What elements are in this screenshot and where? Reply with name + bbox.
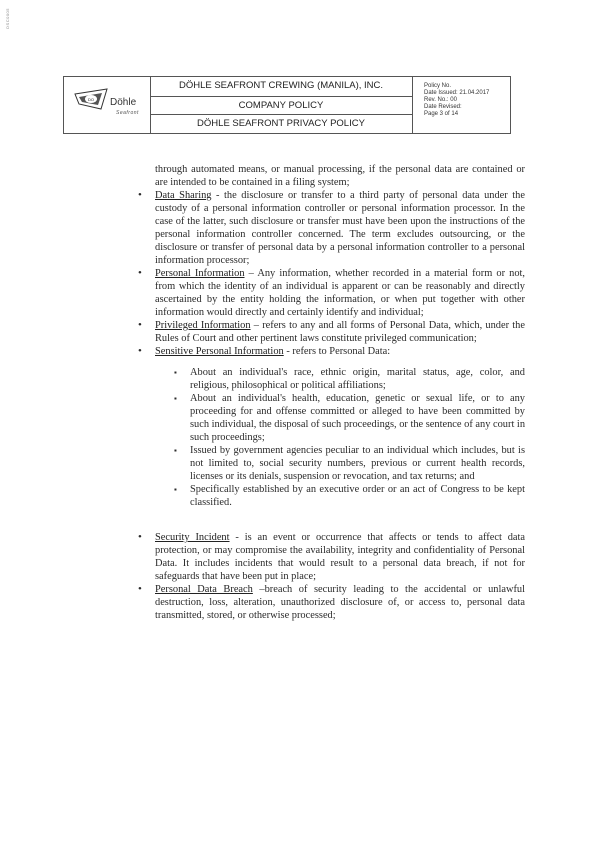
definition-term: Sensitive Personal Information [155,346,284,357]
definition-term: Personal Information [155,268,245,279]
sensitive-info-item: ▪ About an individual's race, ethnic origin, marital status, age, color, and religious, philosophical or political affiliations; [190,366,525,392]
definition-text: - the disclosure or transfer to a third party of personal data under the custody of a personal information controller or personal information processor. In the case of the latter, such disclosure or transfer must have been upon the instructions of the personal information controller concerned. The term excludes outsourcing, or the disclosure or transfer of personal data by a personal information controller to a personal information processor; [155,190,525,266]
company-logo-icon [74,88,108,110]
date-revised: Date Revised: [424,104,462,110]
definition-text: – refers to any and all forms of Personal Data, which, under the Rules of Court and other pertinent laws constitute privileged communication; [155,320,525,344]
definition-term: Personal Data Breach [155,584,253,595]
sensitive-info-item: ▪ Specifically established by an executive order or an act of Congress to be kept classified. [190,483,525,509]
definition-personal-data-breach [155,583,525,622]
definitions-list [155,189,525,622]
spacer [155,509,525,531]
sensitive-info-item: ▪ Issued by government agencies peculiar to an individual which includes, but is not limited to, social security numbers, previous or current health records, licenses or its denials, suspension or revocation, and tax returns; and [190,444,525,483]
title-cell [150,77,413,133]
definition-text: – Any information, whether recorded in a material form or not, from which the identity of an individual is apparent or can be reasonably and directly ascertained by the entity holding the information, or when put together with other information would directly and certainly identify and individual; [155,268,525,318]
page-number: Page 3 of 14 [424,111,459,117]
date-issued: Date Issued: 21.04.2017 [424,90,490,96]
logo-subtitle: Seafront [116,110,139,116]
logo-cell [64,77,151,133]
sensitive-info-item: ▪ About an individual's health, education, genetic or sexual life, or to any proceeding for and offense committed or alleged to have been committed by such individual, the disposal of such proceedings, or the sentence of any court in such proceedings; [190,392,525,444]
policy-number: Policy No. [424,83,452,89]
definition-personal-information [155,267,525,319]
definition-term: Privileged Information [155,320,251,331]
svg-text:DO: DO [88,97,94,102]
definition-sensitive-personal-information [155,345,525,531]
definition-term: Data Sharing [155,190,212,201]
definition-data-sharing [155,189,525,267]
definition-privileged-information [155,319,525,345]
revision-number: Rev. No.: 00 [424,97,457,103]
definition-text: - refers to Personal Data: [283,346,391,357]
document-header [63,76,511,134]
policy-title: DÖHLE SEAFRONT PRIVACY POLICY [150,114,412,133]
sensitive-info-list [155,366,525,509]
document-type: COMPANY POLICY [150,96,412,115]
definition-text: - is an event or occurrence that affects or tends to affect data protection, or may compromise the availability, integrity and confidentiality of Personal Data. It includes incidents that would result to a personal data breach, if not for safeguards that have been put in place; [155,532,525,582]
margin-note: DSC0005 [5,8,10,29]
definition-text: –breach of security leading to the accidental or unlawful destruction, loss, alteration, unauthorized disclosure of, or access to, personal data transmitted, stored, or otherwise processed; [155,584,525,621]
logo-name: Döhle [110,97,137,108]
company-name: DÖHLE SEAFRONT CREWING (MANILA), INC. [178,80,384,91]
policy-meta [424,83,489,118]
definition-term: Security Incident [155,532,230,543]
intro-paragraph: through automated means, or manual processing, if the personal data are contained or are intended to be contained in a filing system; [155,164,525,188]
policy-body [155,163,525,622]
definition-security-incident [155,531,525,583]
